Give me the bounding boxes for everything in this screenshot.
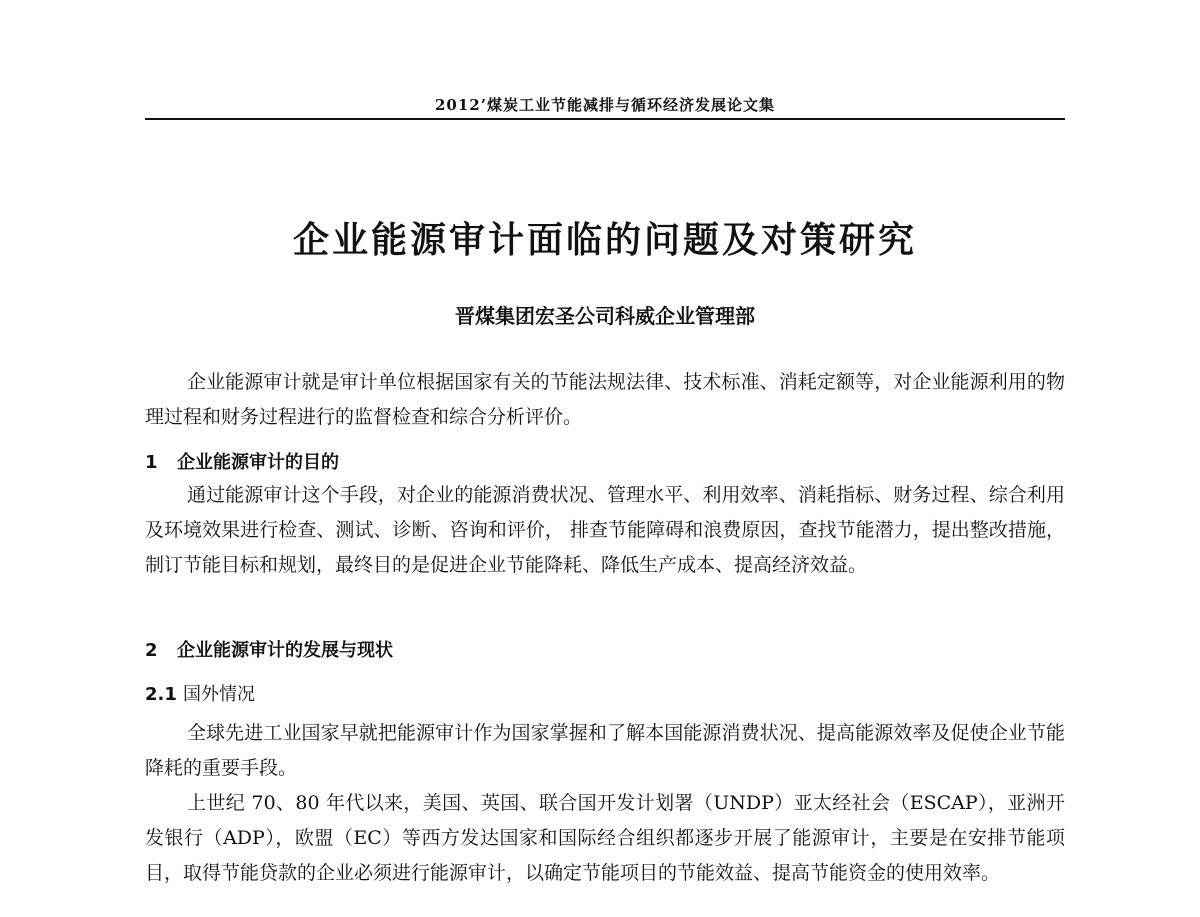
intro-paragraph: 企业能源审计就是审计单位根据国家有关的节能法规法律、技术标准、消耗定额等，对企业能源利用的物理过程和财务过程进行的监督检查和综合分析评价。 <box>145 371 1065 428</box>
section-2-number: 2 <box>145 640 158 661</box>
section-1-heading <box>145 448 1065 474</box>
section-1-paragraph: 通过能源审计这个手段，对企业的能源消费状况、管理水平、利用效率、消耗指标、财务过程、综合利用及环境效果进行检查、测试、诊断、咨询和评价， 排查节能障碍和浪费原因，查找节能潜力，提出整改措施，制订节能目标和规划，最终目的是促进企业节能降耗、降低生产成本、提高经济效益。 <box>145 484 1065 576</box>
article-author: 晋煤集团宏圣公司科威企业管理部 <box>455 304 755 328</box>
section-2-heading <box>145 636 1065 662</box>
section-2-1-paragraph-1: 全球先进工业国家早就把能源审计作为国家掌握和了解本国能源消费状况、提高能源效率及促使企业节能降耗的重要手段。 <box>145 722 1065 779</box>
running-header: 2012’煤炭工业节能减排与循环经济发展论文集 <box>435 96 775 114</box>
header-divider <box>145 118 1065 120</box>
section-2-title: 企业能源审计的发展与现状 <box>177 640 393 661</box>
subsection-2-1-heading <box>145 680 1065 706</box>
subsection-2-1-number: 2.1 <box>145 684 177 705</box>
subsection-2-1-title: 国外情况 <box>183 684 255 705</box>
section-1-title: 企业能源审计的目的 <box>177 452 339 473</box>
section-2-1-paragraph-2: 上世纪 70、80 年代以来，美国、英国、联合国开发计划署（UNDP）亚太经社会（ESCAP），亚洲开发银行（ADP），欧盟（EC）等西方发达国家和国际经合组织都逐步开展了能源审计，主要是在安排节能项目，取得节能贷款的企业必须进行能源审计，以确定节能项目的节能效益、提高节能资金的使用效率。 <box>145 792 1065 884</box>
section-1-number: 1 <box>145 452 158 473</box>
article-title: 企业能源审计面临的问题及对策研究 <box>292 220 917 261</box>
